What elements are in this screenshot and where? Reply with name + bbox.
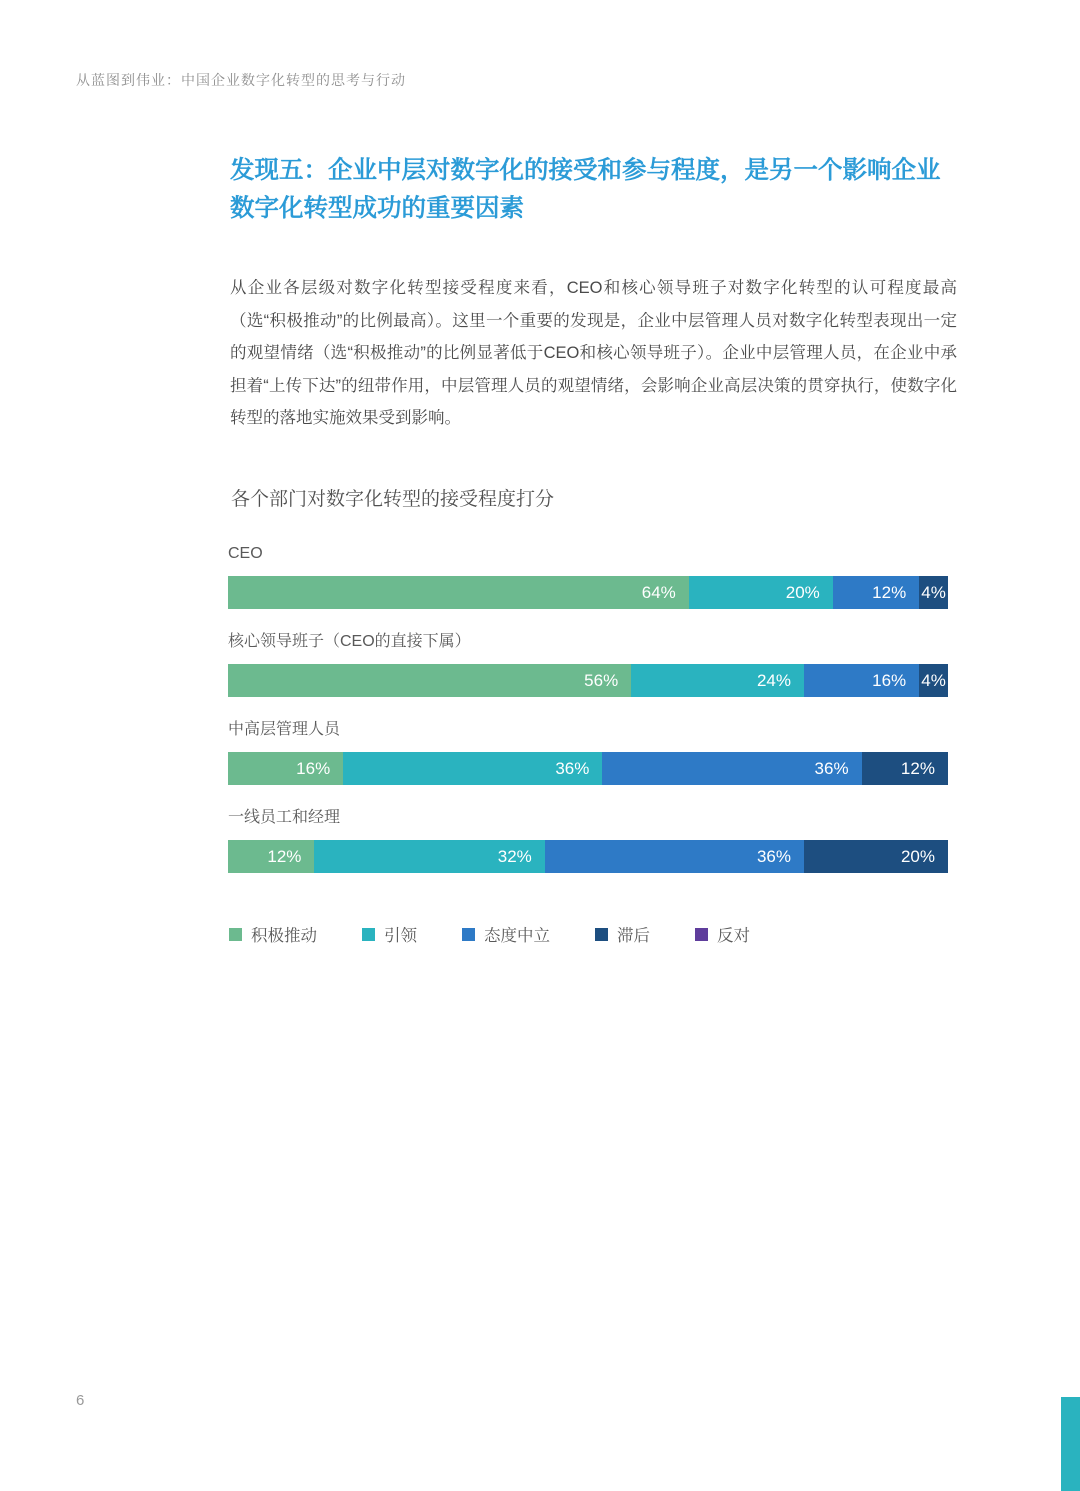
bar-value-label: 56% [584,670,619,690]
bar-segment [343,752,602,785]
legend-label: 滞后 [617,927,650,945]
bar-segment [689,576,833,609]
bar-segment [228,752,343,785]
legend-item [462,922,550,946]
bar-value-label: 12% [900,758,935,778]
bar-segment [919,576,948,609]
bar-value-label: 32% [497,846,532,866]
chart-legend [229,922,750,946]
legend-label: 反对 [717,927,750,945]
legend-item [362,922,417,946]
bar-value-label: 4% [921,582,946,602]
bar-segment [833,576,919,609]
chart-category-label: 一线员工和经理 [228,809,341,826]
bar-segment [228,576,689,609]
bar-value-label: 36% [814,758,849,778]
legend-item [595,922,650,946]
legend-swatch [362,928,375,941]
bar-value-label: 64% [641,582,676,602]
bar-segment [804,840,948,873]
chart-row [228,716,948,785]
bar-segment [602,752,861,785]
bar-segment [545,840,804,873]
bar-value-label: 20% [785,582,820,602]
document-header: 从蓝图到伟业：中国企业数字化转型的思考与行动 [76,72,406,88]
bar-value-label: 24% [756,670,791,690]
bar-value-label: 12% [872,582,907,602]
body-paragraph: 从企业各层级对数字化转型接受程度来看，CEO和核心领导班子对数字化转型的认可程度最高（选“积极推动”的比例最高）。这里一个重要的发现是，企业中层管理人员对数字化转型表现出一定的观望情绪（选“积极推动”的比例显著低于CEO和核心领导班子）。企业中层管理人员，在企业中承担着“上传下达”的纽带作用，中层管理人员的观望情绪，会影响企业高层决策的贯穿执行，使数字化转型的落地实施效果受到影响。 [230,279,957,427]
legend-item [695,922,750,946]
chart-category-label: 核心领导班子（CEO的直接下属） [228,633,471,650]
bar-segment [804,664,919,697]
chart-category-label: CEO [228,545,263,562]
chart-row [228,540,948,609]
legend-swatch [595,928,608,941]
chart-rows [228,540,948,873]
stacked-bar [228,664,948,697]
bar-value-label: 16% [872,670,907,690]
bar-chart [228,540,948,892]
finding-heading: 发现五：企业中层对数字化的接受和参与程度，是另一个影响企业数字化转型成功的重要因素 [230,157,941,222]
legend-swatch [695,928,708,941]
stacked-bar [228,576,948,609]
page-number: 6 [76,1392,85,1409]
bar-segment [631,664,804,697]
bar-value-label: 4% [921,670,946,690]
bar-value-label: 36% [555,758,590,778]
legend-swatch [229,928,242,941]
bar-value-label: 16% [296,758,331,778]
stacked-bar [228,840,948,873]
bar-segment [228,664,631,697]
chart-row [228,804,948,873]
stacked-bar [228,752,948,785]
legend-label: 引领 [384,927,417,945]
bar-segment [862,752,948,785]
bar-segment [919,664,948,697]
bar-segment [228,840,314,873]
legend-label: 态度中立 [484,927,550,945]
chart-category-label: 中高层管理人员 [228,721,341,738]
bar-segment [314,840,544,873]
bar-value-label: 12% [267,846,302,866]
legend-label: 积极推动 [251,927,317,945]
chart-row [228,628,948,697]
legend-swatch [462,928,475,941]
bar-value-label: 20% [900,846,935,866]
bar-value-label: 36% [756,846,791,866]
chart-title: 各个部门对数字化转型的接受程度打分 [231,489,555,510]
page-corner-accent [1061,1397,1080,1491]
legend-item [229,922,317,946]
